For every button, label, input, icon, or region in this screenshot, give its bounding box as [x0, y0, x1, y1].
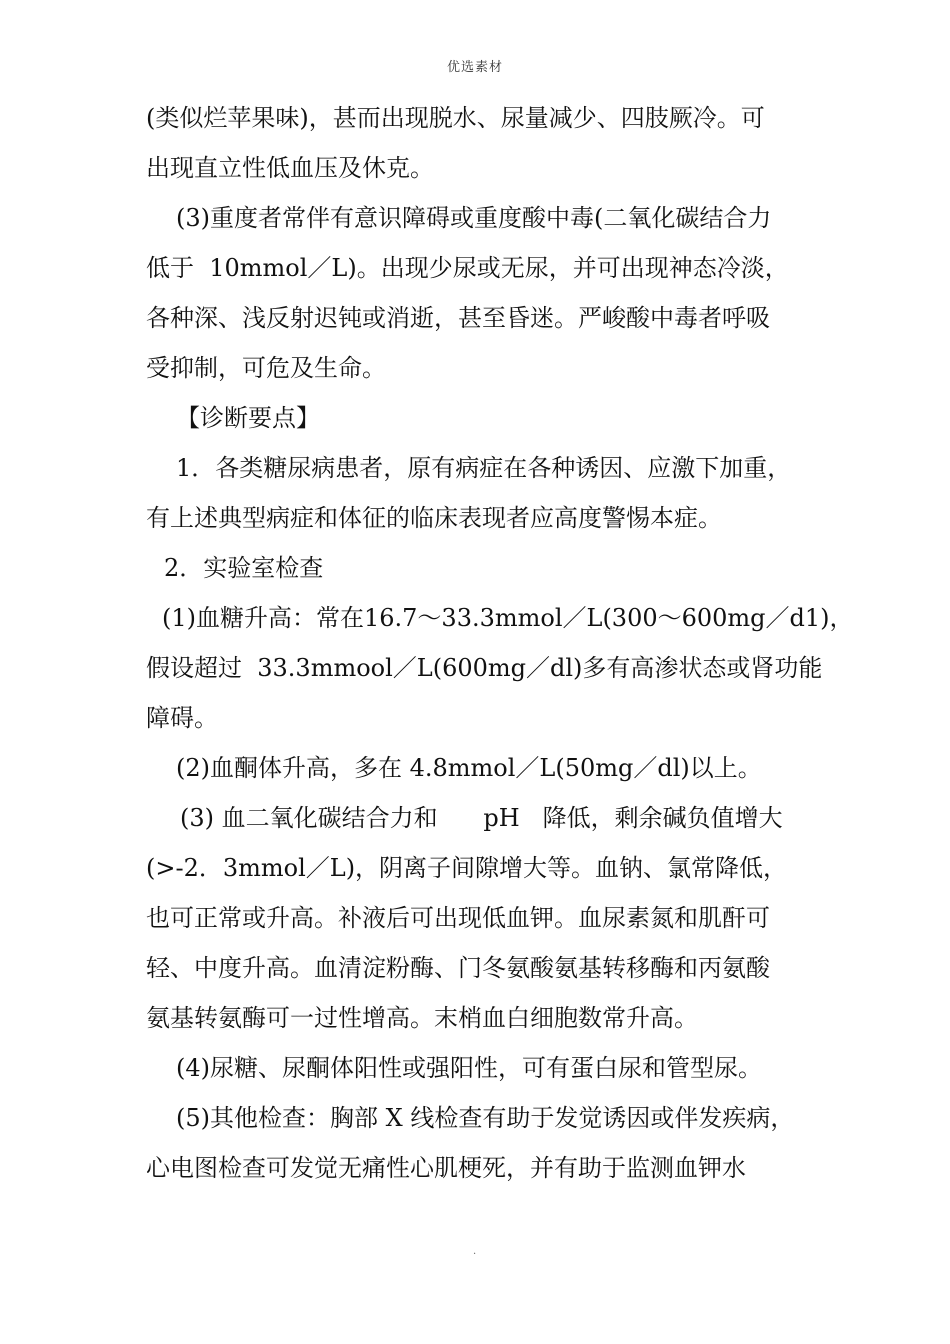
text-line: (5)其他检查：胸部 X 线检查有助于发觉诱因或伴发疾病， — [176, 1104, 795, 1132]
section-heading: 【诊断要点】 — [176, 404, 320, 432]
text-line: (4)尿糖、尿酮体阳性或强阳性，可有蛋白尿和管型尿。 — [176, 1054, 762, 1082]
text-line: 心电图检查可发觉无痛性心肌梗死，并有助于监测血钾水 — [146, 1154, 746, 1182]
text-line: (>-2．3mmol／L)，阴离子间隙增大等。血钠、氯常降低， — [146, 854, 788, 882]
page-header: 优选素材 — [446, 60, 503, 75]
text-line: 出现直立性低血压及休克。 — [146, 154, 434, 182]
text-line: 也可正常或升高。补液后可出现低血钾。血尿素氮和肌酐可 — [146, 904, 770, 932]
text-line: 2．实验室检查 — [164, 554, 324, 582]
text-line: 氨基转氨酶可一过性增高。末梢血白细胞数常升高。 — [146, 1004, 698, 1032]
text-line: 低于 10mmol／L)。出现少尿或无尿，并可出现神态冷淡， — [146, 254, 789, 282]
text-line: (类似烂苹果味)，甚而出现脱水、尿量减少、四肢厥冷。可 — [146, 104, 765, 132]
text-line: 受抑制，可危及生命。 — [146, 354, 386, 382]
text-line: 假设超过 33.3mmool／L(600mg／dl)多有高渗状态或肾功能 — [146, 654, 823, 682]
text-line: 轻、中度升高。血清淀粉酶、门冬氨酸氨基转移酶和丙氨酸 — [146, 954, 770, 982]
text-line: 1．各类糖尿病患者，原有病症在各种诱因、应激下加重， — [176, 454, 792, 482]
footer-mark: . — [473, 1246, 477, 1257]
text-line: (3)重度者常伴有意识障碍或重度酸中毒(二氧化碳结合力 — [176, 204, 772, 232]
text-line: 障碍。 — [146, 704, 218, 732]
text-line: 各种深、浅反射迟钝或消逝，甚至昏迷。严峻酸中毒者呼吸 — [146, 304, 770, 332]
text-line: (3) 血二氧化碳结合力和 pH 降低，剩余碱负值增大 — [180, 804, 783, 832]
text-line: 有上述典型病症和体征的临床表现者应高度警惕本症。 — [146, 504, 722, 532]
text-line: (2)血酮体升高，多在 4.8mmol／L(50mg／dl)以上。 — [176, 754, 762, 782]
text-line: (1)血糖升高：常在16.7～33.3mmol／L(300～600mg／d1)， — [162, 604, 854, 632]
